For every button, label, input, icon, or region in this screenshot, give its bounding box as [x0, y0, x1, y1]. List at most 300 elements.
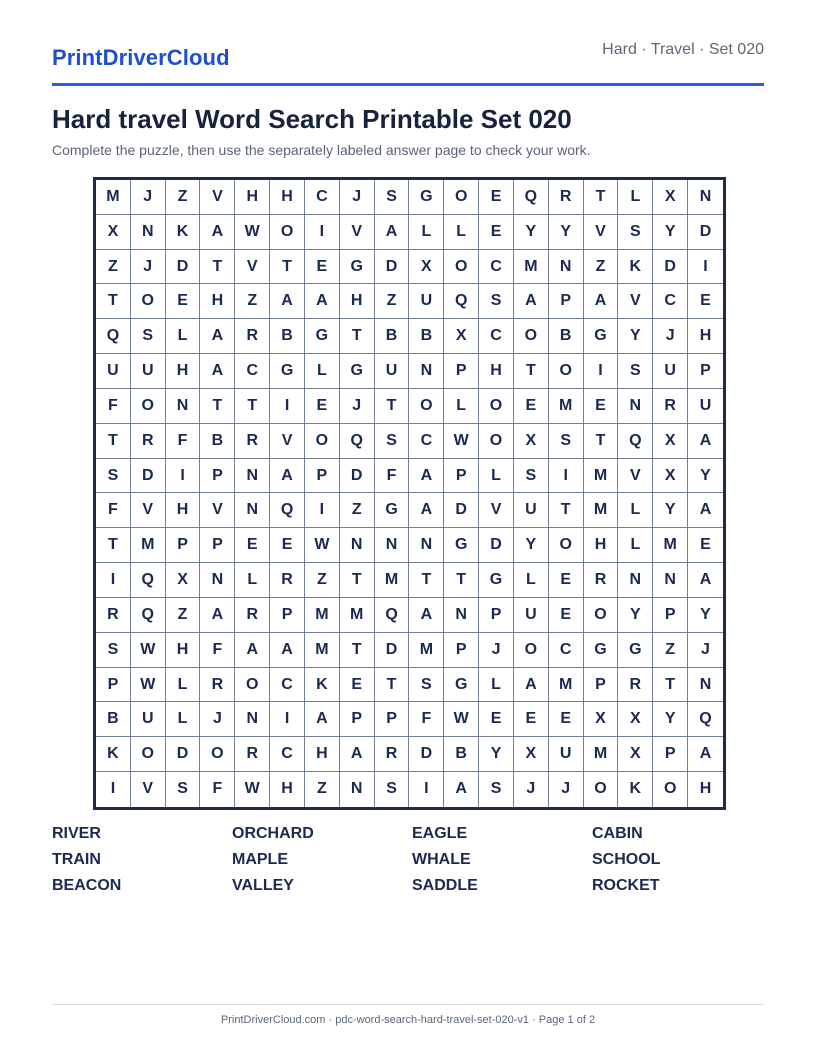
grid-cell: X: [409, 250, 444, 285]
grid-cell: R: [235, 319, 270, 354]
grid-cell: A: [200, 215, 235, 250]
grid-cell: N: [444, 598, 479, 633]
grid-cell: R: [96, 598, 131, 633]
grid-cell: Q: [131, 563, 166, 598]
grid-cell: H: [270, 180, 305, 215]
grid-cell: I: [305, 215, 340, 250]
grid-cell: N: [549, 250, 584, 285]
grid-cell: D: [131, 459, 166, 494]
grid-cell: L: [166, 668, 201, 703]
grid-cell: M: [549, 668, 584, 703]
grid-cell: M: [409, 633, 444, 668]
grid-cell: H: [305, 737, 340, 772]
grid-cell: U: [549, 737, 584, 772]
grid-cell: N: [688, 180, 723, 215]
grid-cell: L: [479, 668, 514, 703]
grid-cell: D: [340, 459, 375, 494]
grid-cell: J: [131, 180, 166, 215]
grid-cell: F: [96, 493, 131, 528]
grid-cell: H: [166, 493, 201, 528]
grid-cell: N: [340, 772, 375, 807]
grid-cell: E: [514, 389, 549, 424]
grid-cell: J: [200, 702, 235, 737]
grid-cell: D: [444, 493, 479, 528]
grid-cell: Q: [340, 424, 375, 459]
grid-cell: N: [131, 215, 166, 250]
grid-cell: T: [584, 180, 619, 215]
grid-cell: N: [409, 354, 444, 389]
grid-cell: Z: [166, 180, 201, 215]
grid-cell: H: [699, 780, 712, 798]
grid-cell: K: [618, 772, 653, 807]
grid-cell: F: [375, 459, 410, 494]
grid-cell: N: [235, 459, 270, 494]
grid-cell: R: [270, 563, 305, 598]
grid-cell: S: [375, 180, 410, 215]
grid-cell: O: [305, 424, 340, 459]
grid-cell: I: [96, 563, 131, 598]
word-search-grid: [93, 177, 726, 810]
grid-cell: R: [235, 737, 270, 772]
grid-cell: T: [653, 668, 688, 703]
grid-cell: J: [340, 180, 375, 215]
grid-cell: L: [618, 493, 653, 528]
grid-cell: E: [305, 389, 340, 424]
grid-cell: O: [514, 319, 549, 354]
grid-cell: W: [235, 772, 270, 807]
grid-cell: B: [549, 319, 584, 354]
grid-cell: T: [200, 389, 235, 424]
grid-cell: R: [235, 598, 270, 633]
grid-cell: L: [479, 459, 514, 494]
grid-cell: M: [584, 459, 619, 494]
grid-cell: K: [96, 737, 131, 772]
grid-cell: S: [131, 319, 166, 354]
grid-cell: A: [409, 598, 444, 633]
grid-cell: B: [409, 319, 444, 354]
grid-cell: V: [200, 180, 235, 215]
grid-cell: O: [131, 284, 166, 319]
grid-cell: N: [166, 389, 201, 424]
grid-cell: T: [270, 250, 305, 285]
grid-cell: Z: [340, 493, 375, 528]
word-list-item: ROCKET: [592, 877, 660, 894]
grid-cell: P: [444, 459, 479, 494]
header-divider: [52, 83, 764, 86]
grid-cell: F: [200, 772, 235, 807]
grid-cell: A: [375, 215, 410, 250]
grid-cell: P: [688, 354, 723, 389]
grid-cell: A: [514, 668, 549, 703]
grid-cell: P: [270, 598, 305, 633]
grid-cell: S: [514, 459, 549, 494]
grid-cell: Y: [618, 598, 653, 633]
grid-cell: Y: [549, 215, 584, 250]
grid-cell: S: [375, 424, 410, 459]
grid-cell: I: [305, 493, 340, 528]
grid-cell: P: [653, 598, 688, 633]
grid-cell: M: [375, 563, 410, 598]
grid-cell: V: [131, 772, 166, 807]
grid-cell: A: [409, 459, 444, 494]
word-list-item: BEACON: [52, 877, 122, 894]
grid-cell: A: [409, 493, 444, 528]
grid-cell: E: [549, 598, 584, 633]
grid-cell: D: [409, 737, 444, 772]
grid-cell: S: [479, 772, 514, 807]
grid-cell: G: [444, 668, 479, 703]
grid-cell: P: [200, 459, 235, 494]
grid-cell: B: [270, 319, 305, 354]
grid-cell: H: [584, 528, 619, 563]
grid-cell: I: [409, 772, 444, 807]
word-list-item: SCHOOL: [592, 851, 661, 868]
brand-logo[interactable]: PrintDriverCloud: [52, 45, 230, 70]
grid-cell: O: [409, 389, 444, 424]
grid-cell: S: [618, 354, 653, 389]
grid-cell: Q: [270, 493, 305, 528]
grid-cell: R: [200, 668, 235, 703]
grid-cell: M: [549, 389, 584, 424]
grid-cell: E: [514, 702, 549, 737]
grid-cell: O: [479, 389, 514, 424]
grid-cell: O: [549, 528, 584, 563]
grid-cell: T: [584, 424, 619, 459]
grid-cell: A: [444, 772, 479, 807]
grid-cell: H: [479, 354, 514, 389]
grid-cell: R: [653, 389, 688, 424]
grid-cell: W: [235, 215, 270, 250]
footer-divider: [52, 1004, 764, 1005]
grid-cell: N: [235, 702, 270, 737]
grid-cell: P: [444, 633, 479, 668]
grid-cell: L: [166, 319, 201, 354]
grid-cell: V: [479, 493, 514, 528]
grid-cell: P: [340, 702, 375, 737]
grid-cell: G: [340, 250, 375, 285]
grid-cell: Q: [96, 319, 131, 354]
grid-cell: R: [618, 668, 653, 703]
grid-cell: T: [235, 389, 270, 424]
grid-cell: U: [653, 354, 688, 389]
grid-cell: Y: [618, 319, 653, 354]
grid-cell: A: [200, 354, 235, 389]
grid-cell: C: [270, 737, 305, 772]
grid-cell: E: [166, 284, 201, 319]
grid-cell: C: [270, 668, 305, 703]
grid-cell: W: [444, 424, 479, 459]
grid-cell: D: [375, 250, 410, 285]
word-list-item: VALLEY: [232, 877, 294, 894]
grid-cell: J: [688, 633, 723, 668]
grid-cell: A: [688, 563, 723, 598]
grid-cell: S: [166, 772, 201, 807]
word-list: [52, 825, 764, 895]
grid-cell: V: [270, 424, 305, 459]
grid-cell: G: [270, 354, 305, 389]
grid-cell: M: [340, 598, 375, 633]
grid-cell: B: [96, 702, 131, 737]
grid-cell: T: [375, 389, 410, 424]
grid-cell: H: [688, 319, 723, 354]
grid-cell: N: [688, 668, 723, 703]
grid-cell: F: [409, 702, 444, 737]
grid-cell: X: [166, 563, 201, 598]
grid-cell: T: [514, 354, 549, 389]
grid-cell: D: [166, 250, 201, 285]
grid-cell: M: [584, 493, 619, 528]
grid-cell: S: [96, 633, 131, 668]
grid-cell: J: [340, 389, 375, 424]
grid-cell: J: [514, 772, 549, 807]
grid-cell: L: [444, 215, 479, 250]
grid-cell: T: [340, 633, 375, 668]
grid-cell: A: [514, 284, 549, 319]
grid-cell: Z: [166, 598, 201, 633]
grid-cell: G: [375, 493, 410, 528]
grid-cell: Y: [653, 215, 688, 250]
grid-cell: R: [131, 424, 166, 459]
grid-cell: H: [200, 284, 235, 319]
grid-cell: V: [131, 493, 166, 528]
grid-cell: U: [514, 598, 549, 633]
grid-cell: E: [688, 284, 723, 319]
grid-cell: O: [131, 737, 166, 772]
grid-cell: A: [200, 319, 235, 354]
grid-cell: T: [96, 284, 131, 319]
grid-cell: O: [549, 354, 584, 389]
grid-cell: X: [444, 319, 479, 354]
grid-cell: T: [96, 424, 131, 459]
grid-cell: Y: [653, 702, 688, 737]
grid-cell: A: [688, 424, 723, 459]
grid-cell: P: [200, 528, 235, 563]
grid-cell: Y: [479, 737, 514, 772]
grid-cell: G: [444, 528, 479, 563]
grid-cell: L: [618, 180, 653, 215]
grid-cell: T: [96, 528, 131, 563]
grid-cell: E: [584, 389, 619, 424]
grid-cell: E: [479, 180, 514, 215]
grid-cell: D: [375, 633, 410, 668]
grid-cell: Q: [688, 702, 723, 737]
grid-cell: J: [653, 319, 688, 354]
grid-cell: O: [200, 737, 235, 772]
word-list-item: RIVER: [52, 825, 101, 842]
grid-cell: Y: [514, 215, 549, 250]
grid-cell: A: [688, 493, 723, 528]
grid-cell: I: [270, 389, 305, 424]
grid-cell: Z: [305, 563, 340, 598]
grid-cell: Q: [375, 598, 410, 633]
grid-cell: Z: [235, 284, 270, 319]
grid-cell: I: [688, 250, 723, 285]
grid-cell: P: [584, 668, 619, 703]
grid-cell: A: [270, 284, 305, 319]
grid-cell: T: [340, 563, 375, 598]
grid-cell: C: [479, 319, 514, 354]
grid-cell: V: [200, 493, 235, 528]
grid-cell: Q: [618, 424, 653, 459]
grid-cell: X: [653, 424, 688, 459]
grid-cell: O: [479, 424, 514, 459]
grid-cell: U: [131, 354, 166, 389]
grid-cell: C: [549, 633, 584, 668]
grid-cell: V: [584, 215, 619, 250]
page-subtitle: Complete the puzzle, then use the separately labeled answer page to check your work.: [52, 142, 591, 158]
grid-cell: Z: [305, 772, 340, 807]
grid-cell: E: [270, 528, 305, 563]
grid-cell: Q: [131, 598, 166, 633]
grid-cell: G: [340, 354, 375, 389]
grid-cell: N: [340, 528, 375, 563]
grid-cell: F: [166, 424, 201, 459]
word-list-item: SADDLE: [412, 877, 478, 894]
word-list-item: EAGLE: [412, 825, 468, 842]
grid-cell: P: [479, 598, 514, 633]
grid-cell: L: [618, 528, 653, 563]
grid-cell: O: [584, 598, 619, 633]
grid-cell: W: [444, 702, 479, 737]
grid-cell: G: [584, 633, 619, 668]
grid-cell: X: [618, 702, 653, 737]
grid-cell: D: [653, 250, 688, 285]
grid-cell: P: [96, 668, 131, 703]
grid-cell: S: [96, 459, 131, 494]
grid-cell: C: [653, 284, 688, 319]
grid-cell: A: [305, 702, 340, 737]
word-list-item: WHALE: [412, 851, 471, 868]
grid-cell: V: [235, 250, 270, 285]
grid-cell: T: [375, 668, 410, 703]
grid-cell: A: [688, 737, 723, 772]
grid-cell: I: [166, 459, 201, 494]
grid-cell: B: [375, 319, 410, 354]
grid-cell: Q: [444, 284, 479, 319]
grid-cell: S: [409, 668, 444, 703]
grid-cell: S: [375, 772, 410, 807]
grid-cell: O: [444, 250, 479, 285]
grid-cell: V: [618, 459, 653, 494]
grid-cell: G: [479, 563, 514, 598]
grid-cell: E: [235, 528, 270, 563]
grid-cell: E: [479, 215, 514, 250]
grid-cell: T: [340, 319, 375, 354]
grid-cell: R: [584, 563, 619, 598]
grid-cell: R: [235, 424, 270, 459]
grid-cell: S: [549, 424, 584, 459]
grid-cell: X: [653, 180, 688, 215]
grid-cell: S: [479, 284, 514, 319]
grid-cell: E: [549, 702, 584, 737]
grid-cell: F: [96, 389, 131, 424]
word-list-item: MAPLE: [232, 851, 288, 868]
grid-cell: G: [618, 633, 653, 668]
grid-cell: N: [409, 528, 444, 563]
grid-cell: W: [131, 633, 166, 668]
grid-cell: M: [653, 528, 688, 563]
grid-cell: U: [131, 702, 166, 737]
grid-cell: Q: [514, 180, 549, 215]
grid-cell: L: [166, 702, 201, 737]
page-header: [52, 36, 764, 84]
grid-cell: N: [375, 528, 410, 563]
grid-cell: K: [166, 215, 201, 250]
grid-cell: U: [688, 389, 723, 424]
grid-cell: F: [200, 633, 235, 668]
grid-cell: X: [618, 737, 653, 772]
grid-cell: G: [584, 319, 619, 354]
grid-cell: E: [549, 563, 584, 598]
grid-cell: A: [305, 284, 340, 319]
grid-cell: S: [618, 215, 653, 250]
grid-cell: C: [479, 250, 514, 285]
grid-cell: O: [653, 772, 688, 807]
grid-cell: V: [618, 284, 653, 319]
grid-cell: I: [584, 354, 619, 389]
grid-cell: M: [584, 737, 619, 772]
grid-cell: U: [409, 284, 444, 319]
grid-cell: A: [270, 459, 305, 494]
page-footer: PrintDriverCloud.com · pdc-word-search-hard-travel-set-020-v1 · Page 1 of 2: [220, 1014, 596, 1026]
grid-cell: X: [514, 737, 549, 772]
grid-cell: M: [131, 528, 166, 563]
grid-cell: L: [409, 215, 444, 250]
grid-cell: M: [305, 633, 340, 668]
grid-cell: D: [479, 528, 514, 563]
grid-cell: U: [375, 354, 410, 389]
grid-cell: L: [235, 563, 270, 598]
grid-cell: R: [549, 180, 584, 215]
grid-cell: H: [340, 284, 375, 319]
grid-cell: P: [549, 284, 584, 319]
grid-cell: X: [584, 702, 619, 737]
grid-cell: P: [375, 702, 410, 737]
grid-cell: E: [340, 668, 375, 703]
grid-cell: G: [305, 319, 340, 354]
grid-cell: M: [514, 250, 549, 285]
grid-cell: P: [305, 459, 340, 494]
grid-cell: G: [409, 180, 444, 215]
grid-cell: H: [235, 180, 270, 215]
grid-cell: O: [235, 668, 270, 703]
grid-cell: A: [584, 284, 619, 319]
grid-cell: O: [514, 633, 549, 668]
grid-cell: O: [444, 180, 479, 215]
grid-cell: D: [688, 215, 723, 250]
grid-cell: L: [514, 563, 549, 598]
grid-cell: H: [166, 354, 201, 389]
grid-cell: R: [375, 737, 410, 772]
grid-cell: L: [444, 389, 479, 424]
grid-cell: N: [618, 389, 653, 424]
grid-cell: T: [444, 563, 479, 598]
grid-cell: J: [549, 772, 584, 807]
grid-cell: B: [444, 737, 479, 772]
grid-cell: Z: [653, 633, 688, 668]
grid-cell: Y: [653, 493, 688, 528]
grid-cell: I: [270, 702, 305, 737]
grid-cell: X: [514, 424, 549, 459]
grid-cell: O: [270, 215, 305, 250]
grid-cell: I: [96, 772, 131, 807]
grid-cell: T: [200, 250, 235, 285]
grid-cell: W: [305, 528, 340, 563]
grid-cell: O: [131, 389, 166, 424]
grid-cell: N: [653, 563, 688, 598]
grid-cell: E: [305, 250, 340, 285]
page-title: Hard travel Word Search Printable Set 020: [52, 104, 572, 134]
